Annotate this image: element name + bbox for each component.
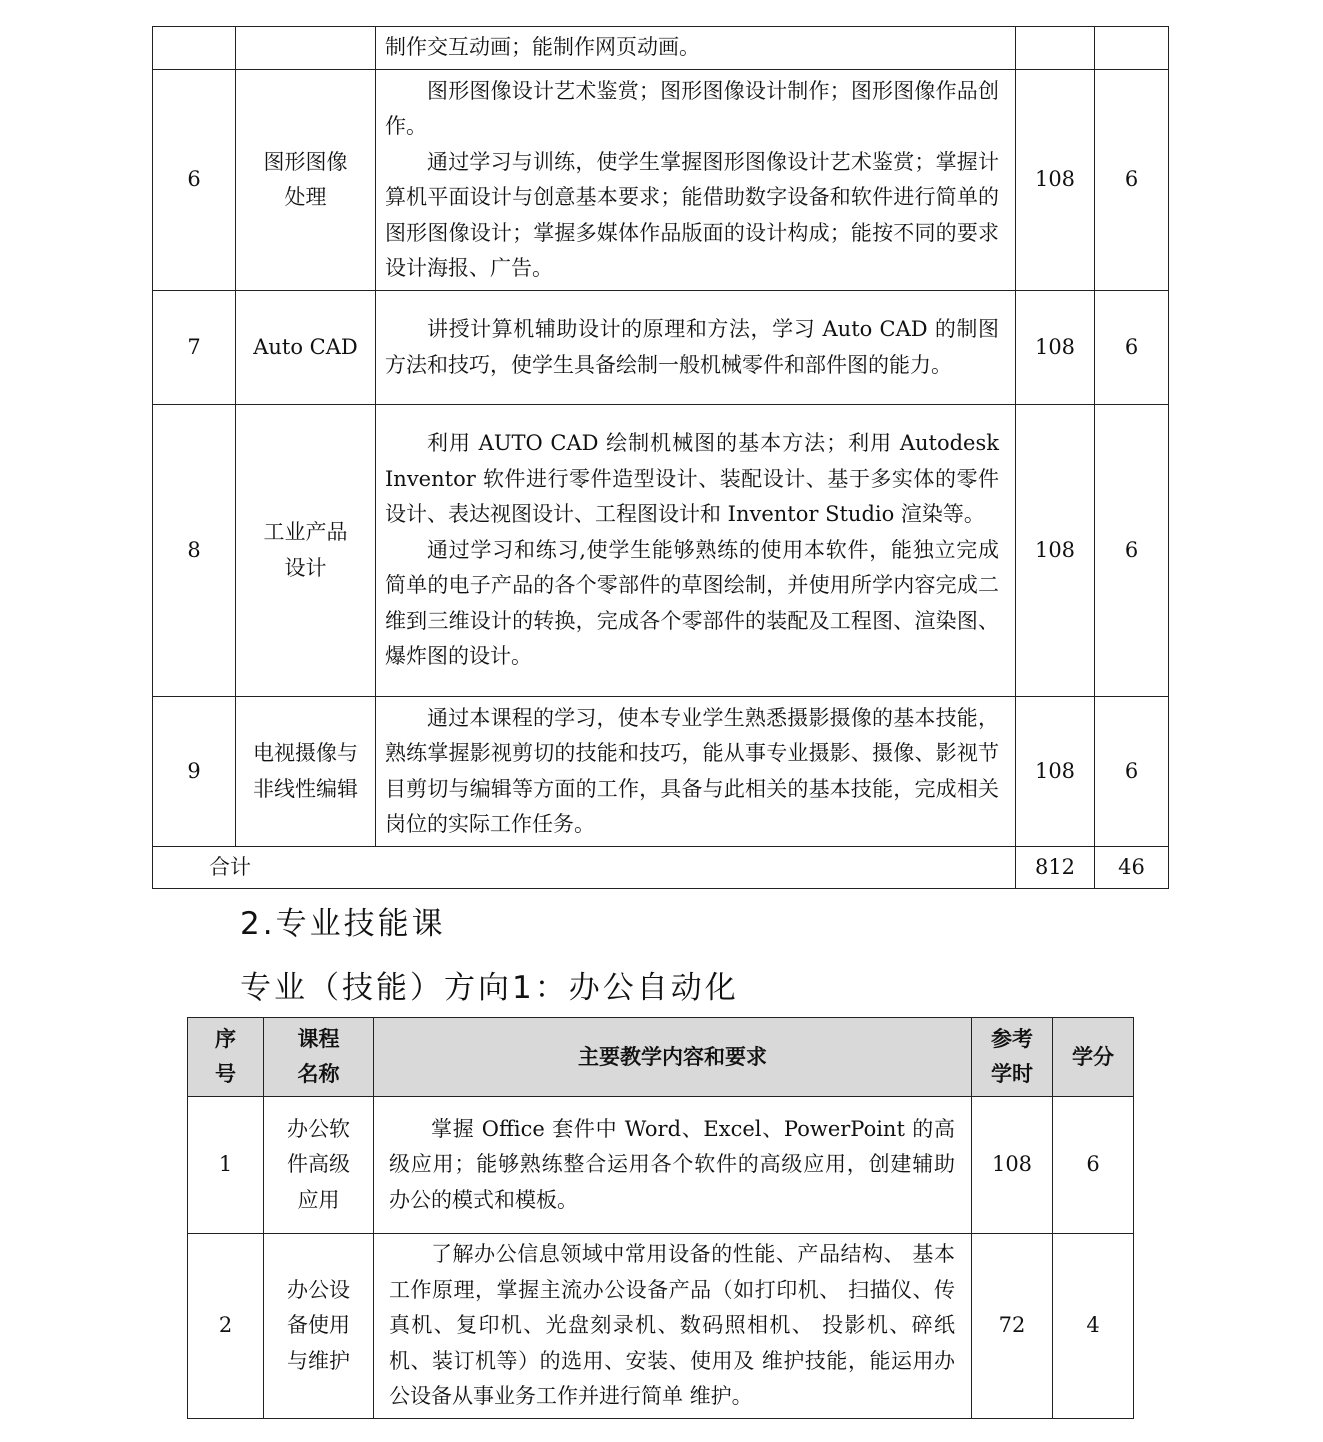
course-name: 电视摄像与 非线性编辑 (236, 697, 376, 847)
header-credits: 学分 (1053, 1018, 1134, 1097)
table-row (153, 697, 1169, 847)
course-credits: 6 (1095, 697, 1169, 847)
course-hours: 72 (972, 1234, 1053, 1419)
course-credits (1095, 27, 1169, 70)
table-row (153, 27, 1169, 70)
table-row (153, 291, 1169, 405)
course-description: 图形图像设计艺术鉴赏；图形图像设计制作；图形图像作品创作。 通过学习与训练，使学生掌握图形图像设计艺术鉴赏；掌握计算机平面设计与创意基本要求；能借助数字设备和软件进行简单的图形图像设计；掌握多媒体作品版面的设计构成；能按不同的要求设计海报、广告。 (376, 70, 1016, 291)
row-number: 2 (188, 1234, 264, 1419)
course-name: Auto CAD (236, 291, 376, 405)
table-row (188, 1234, 1134, 1419)
course-credits: 6 (1095, 70, 1169, 291)
course-credits: 4 (1053, 1234, 1134, 1419)
total-label: 合计 (153, 847, 1016, 889)
table-row (153, 70, 1169, 291)
course-credits: 6 (1053, 1097, 1134, 1234)
course-hours: 108 (1016, 70, 1095, 291)
course-name: 办公软 件高级 应用 (264, 1097, 374, 1234)
row-number: 1 (188, 1097, 264, 1234)
course-description: 了解办公信息领域中常用设备的性能、产品结构、 基本工作原理，掌握主流办公设备产品（如打印机、 扫描仪、传真机、复印机、光盘刻录机、数码照相机、 投影机、碎纸机、装订机等）的选用、安装、使用及 维护技能，能运用办公设备从事业务工作并进行简单 维护。 (374, 1234, 972, 1419)
course-credits: 6 (1095, 405, 1169, 697)
total-credits: 46 (1095, 847, 1169, 889)
total-hours: 812 (1016, 847, 1095, 889)
course-credits: 6 (1095, 291, 1169, 405)
row-number: 7 (153, 291, 236, 405)
table-row (153, 405, 1169, 697)
header-no: 序 号 (188, 1018, 264, 1097)
row-number (153, 27, 236, 70)
subsection-heading: 专业（技能）方向1：办公自动化 (240, 970, 739, 1006)
row-number: 6 (153, 70, 236, 291)
course-description: 掌握 Office 套件中 Word、Excel、PowerPoint 的高级应用；能够熟练整合运用各个软件的高级应用，创建辅助办公的模式和模板。 (374, 1097, 972, 1234)
course-description: 讲授计算机辅助设计的原理和方法，学习 Auto CAD 的制图方法和技巧，使学生具备绘制一般机械零件和部件图的能力。 (376, 291, 1016, 405)
course-hours: 108 (972, 1097, 1053, 1234)
course-hours: 108 (1016, 405, 1095, 697)
course-description: 制作交互动画；能制作网页动画。 (376, 27, 1016, 70)
table-row (188, 1097, 1134, 1234)
header-hours: 参考 学时 (972, 1018, 1053, 1097)
course-name: 图形图像 处理 (236, 70, 376, 291)
course-hours: 108 (1016, 291, 1095, 405)
skill-course-table (187, 1017, 1134, 1419)
table-header-row (188, 1018, 1134, 1097)
course-description: 通过本课程的学习，使本专业学生熟悉摄影摄像的基本技能，熟练掌握影视剪切的技能和技巧，能从事专业摄影、摄像、影视节目剪切与编辑等方面的工作，具备与此相关的基本技能，完成相关岗位的实际工作任务。 (376, 697, 1016, 847)
course-name: 工业产品 设计 (236, 405, 376, 697)
header-description: 主要教学内容和要求 (374, 1018, 972, 1097)
row-number: 9 (153, 697, 236, 847)
course-hours (1016, 27, 1095, 70)
course-hours: 108 (1016, 697, 1095, 847)
row-number: 8 (153, 405, 236, 697)
course-table-continued (152, 26, 1169, 889)
course-name (236, 27, 376, 70)
course-description: 利用 AUTO CAD 绘制机械图的基本方法；利用 Autodesk Inventor 软件进行零件造型设计、装配设计、基于多实体的零件设计、表达视图设计、工程图设计和 Inventor Studio 渲染等。 通过学习和练习,使学生能够熟练的使用本软件，能独立完成简单的电子产品的各个零部件的草图绘制，并使用所学内容完成二维到三维设计的转换，完成各个零部件的装配及工程图、渲染图、爆炸图的设计。 (376, 405, 1016, 697)
total-row (153, 847, 1169, 889)
section-heading: 2.专业技能课 (240, 906, 446, 942)
course-name: 办公设 备使用 与维护 (264, 1234, 374, 1419)
header-name: 课程 名称 (264, 1018, 374, 1097)
